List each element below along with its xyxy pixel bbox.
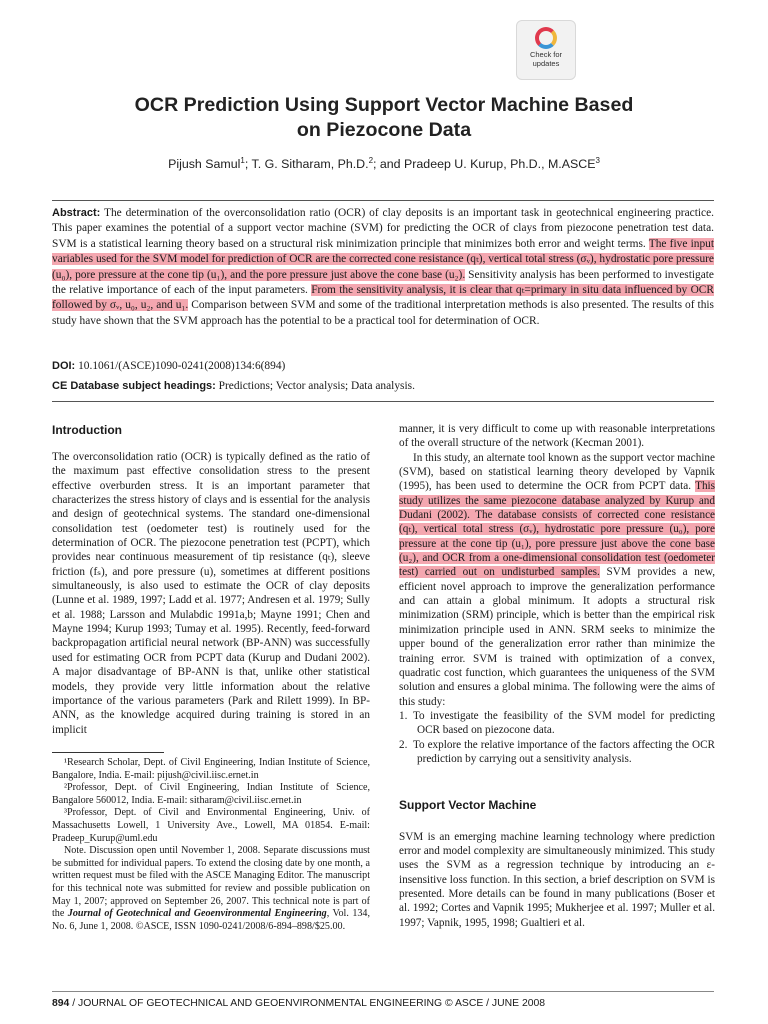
crossmark-icon (535, 27, 557, 49)
footnote: ³Professor, Dept. of Civil and Environmental Engineering, Univ. of Massachusetts Lowell, 1 University Ave., Lowell, MA 01854. E-mail: Pradeep_Kurup@uml.edu (52, 807, 370, 844)
footnote: ¹Research Scholar, Dept. of Civil Engineering, Indian Institute of Science, Bangalore, India. E-mail: pijush@civil.iisc.ernet.in (52, 757, 370, 781)
doi-link[interactable]: 10.1061/(ASCE)1090-0241(2008)134:6(894) (75, 360, 286, 372)
paper-title: OCR Prediction Using Support Vector Machine Based on Piezocone Data (134, 94, 634, 141)
top-rule (52, 200, 714, 201)
paragraph: In this study, an alternate tool known as the support vector machine (SVM), based on statistical learning theory developed by Vapnik (1995), has been used to determine the OCR from PCPT data. This study utilizes the same piezocone database analyzed by Kurup and Dudani (2002). The database consists of corrected cone resistance (qₜ), vertical total stress (σᵥ), hydrostatic pore pressure (u₀), pore pressure at the cone tip (u₁), pore pressure just above the cone base (u₂), and OCR from a one-dimensional consolidation test (oedometer test) carried out on undisturbed samples. SVM provides a new, efficient novel approach to improve the generalization performance and can attain a global minimum. It adopts a structural risk minimization (SRM) principle, which is better than the empirical risk minimization principle used in ANN. SRM seeks to minimize the upper bound of the generalization error rather than minimize the training error. SVM is trained with optimization of a convex, quadratic cost function, which guarantees the uniqueness of the SVM solution and ensures a global minima. The following were the aims of this study: (399, 451, 715, 708)
footnote: ²Professor, Dept. of Civil Engineering, Indian Institute of Science, Bangalore 560012, India. E-mail: sitharam@civil.iisc.ernet.in (52, 782, 370, 806)
subject-headings: CE Database subject headings: Predictions; Vector analysis; Data analysis. (52, 380, 415, 392)
highlight: From the sensitivity analysis, it is clear that qₜ=primary in situ data influenced by OCR followed by σᵥ, u₀, u₂, and u₁. (52, 284, 714, 312)
section-heading-svm: Support Vector Machine (399, 798, 537, 813)
footer-rule (52, 991, 714, 992)
check-for-updates-badge[interactable] (516, 20, 576, 80)
highlight: This study utilizes the same piezocone database analyzed by Kurup and Dudani (2002). The database consists of corrected cone resistance (qₜ), vertical total stress (σᵥ), hydrostatic pore pressure (u₀), pore pressure at the cone tip (u₁), pore pressure just above the cone base (u₂), and OCR from a one-dimensional consolidation test (oedometer test) carried out on undisturbed samples. (399, 480, 715, 579)
left-column (52, 450, 370, 737)
list-item: 1. To investigate the feasibility of the SVM model for predicting OCR based on piezocone data. (399, 709, 715, 737)
highlight: The five input variables used for the SVM model for prediction of OCR are the corrected cone resistance (qₜ), vertical total stress (σᵥ), hydrostatic pore pressure (u₀), pore pressure at the cone tip (u₁), and the pore pressure just above the cone base (u₂). (52, 237, 714, 281)
section-heading-introduction: Introduction (52, 423, 122, 437)
abstract: Abstract: The determination of the overconsolidation ratio (OCR) of clay deposits is an important task in geotechnical engineering practice. This paper examines the potential of a support vector machine (SVM) for predicting the OCR of clays from piezocone penetration test data. SVM is a statistical learning theory based on a structural risk minimization principle that minimizes both error and weight terms. The five input variables used for the SVM model for prediction of OCR are the corrected cone resistance (qₜ), vertical total stress (σᵥ), hydrostatic pore pressure (u₀), pore pressure at the cone tip (u₁), and the pore pressure just above the cone base (u₂). Sensitivity analysis has been performed to investigate the relative importance of each of the input parameters. From the sensitivity analysis, it is clear that qₜ=primary in situ data influenced by OCR followed by σᵥ, u₀, u₂, and u₁. Comparison between SVM and some of the traditional interpretation methods is also presented. The results of this study have shown that the SVM approach has the potential to be a practical tool for determination of OCR. (52, 207, 714, 327)
list-item: 2. To explore the relative importance of the factors affecting the OCR prediction by carrying out a sensitivity analysis. (399, 738, 715, 765)
paragraph: The overconsolidation ratio (OCR) is typically defined as the ratio of the maximum past effective consolidation stress to the present effective overburden stress. It is an important parameter that characterizes the stress history of clays and is essential for the analysis and design of geotechnical systems. The standard one-dimensional consolidation test (oedometer test) is routinely used for the determination of OCR. The piezocone penetration test (PCPT), which provides near continuous measurement of tip resistance (qₜ), sleeve friction (fₛ), and pore pressure (u), sometimes at different positions simultaneously, is also used to estimate the OCR of clay deposits (Lunne et al. 1989, 1997; Ladd et al. 1977; Andresen et al. 1979; Sully et al. 1988; Larsson and Mulabdic 1991a,b; Mayne 1991; Chen and Mayne 1994; Kurup 1993; Tumay et al. 1995). Recently, feed-forward backpropagation artificial neural network (BP-ANN) was successfully used for estimating OCR from PCPT data (Kurup and Dudani 2002). A major disadvantage of BP-ANN is that, unlike other statistical models, they provide very little information about the relative importance of the various parameters (Park and Rilett 1999). In BP-ANN, as the knowledge acquired during training is stored in an implicit (52, 451, 370, 736)
right-column (399, 422, 715, 930)
page-number: 894 (52, 998, 70, 1009)
paragraph: manner, it is very difficult to come up with reasonable interpretations of the overall structure of the network (Kecman 2001). (399, 423, 715, 450)
paragraph: SVM is an emerging machine learning technology where prediction error and model complexity are simultaneously minimized. This study uses the SVM as a regression technique by introducing an ε-insensitive loss function. In this section, a brief description on SVM is presented. More details can be found in many publications (Boser et al. 1992; Cortes and Vapnik 1995; Mukherjee et al. 1997; Muller et al. 1997; Vapnik, 1995, 1998; Gualtieri et al. (399, 830, 715, 929)
doi: DOI: 10.1061/(ASCE)1090-0241(2008)134:6(894) (52, 360, 286, 372)
abstract-bottom-rule (52, 401, 714, 402)
author-list: Pijush Samul$^1$; T. G. Sitharam, Ph.D.$^2$; and Pradeep U. Kurup, Ph.D., M.ASCE$^3$ (168, 155, 600, 171)
footnote-rule (52, 752, 164, 753)
editorial-note: Note. Discussion open until November 1, 2008. Separate discussions must be submitted for individual papers. To extend the closing date by one month, a written request must be filed with the ASCE Managing Editor. The manuscript for this technical note was submitted for review and possible publication on May 1, 2007; approved on September 26, 2007. This technical note is part of the Journal of Geotechnical and Geoenvironmental Engineering, Vol. 134, No. 6, June 1, 2008. ©ASCE, ISSN 1090-0241/2008/6-894–898/$25.00. (52, 845, 370, 932)
page-footer: 894 / JOURNAL OF GEOTECHNICAL AND GEOENVIRONMENTAL ENGINEERING © ASCE / JUNE 2008 (52, 998, 546, 1009)
footnotes (52, 757, 370, 933)
badge-label: Check for updates (529, 50, 563, 68)
